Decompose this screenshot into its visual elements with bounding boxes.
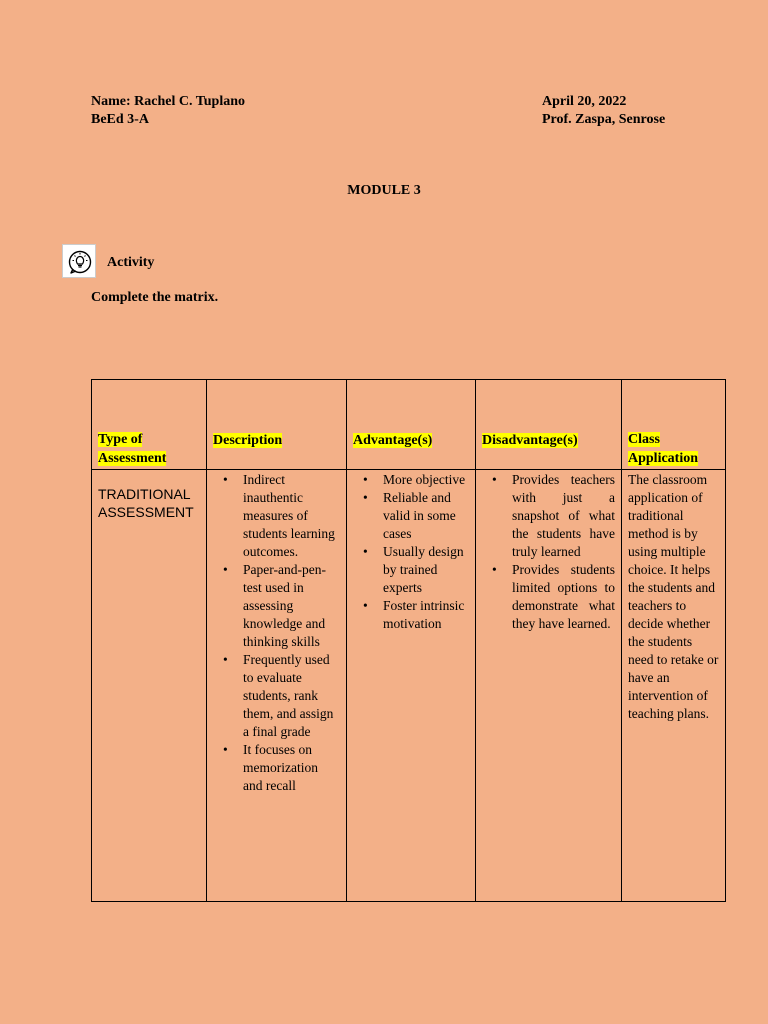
cell-advantages xyxy=(347,470,476,902)
matrix-row-traditional xyxy=(92,470,726,902)
cell-disadvantages xyxy=(476,470,622,902)
activity-instructions: Complete the matrix. xyxy=(91,290,219,305)
header-type-of-assessment: Type of Assessment xyxy=(92,380,207,470)
advantage-item: • Foster intrinsic motivation xyxy=(363,597,469,633)
professor-name: Prof. Zaspa, Senrose xyxy=(542,112,666,127)
description-item: • Paper-and-pen-test used in assessing knowledge and thinking skills xyxy=(223,561,340,651)
student-name: Name: Rachel C. Tuplano xyxy=(91,94,246,109)
header-description: Description xyxy=(207,380,347,470)
module-title: MODULE 3 xyxy=(347,183,421,198)
matrix-header-row xyxy=(92,380,726,470)
advantage-item: • Reliable and valid in some cases xyxy=(363,489,469,543)
disadvantage-item: • Provides teachers with just a snapshot of what the students have truly learned xyxy=(492,471,615,561)
student-section: BeEd 3-A xyxy=(91,112,149,127)
cell-description xyxy=(207,470,347,902)
cell-class-application: The classroom application of traditional method is by using multiple choice. It helps the students and teachers to decide whether the students need to retake or have an intervention of teaching plans. xyxy=(622,470,726,902)
disadvantage-item: • Provides students limited options to demonstrate what they have learned. xyxy=(492,561,615,633)
cell-assessment-type: TRADITIONAL ASSESSMENT xyxy=(92,470,207,902)
description-item: • Indirect inauthentic measures of students learning outcomes. xyxy=(223,471,340,561)
assessment-matrix xyxy=(91,379,726,902)
description-item: • It focuses on memorization and recall xyxy=(223,741,340,795)
lightbulb-icon xyxy=(62,244,96,278)
header-class-application: Class Application xyxy=(622,380,726,470)
activity-label: Activity xyxy=(107,255,155,270)
description-item: • Frequently used to evaluate students, rank them, and assign a final grade xyxy=(223,651,340,741)
advantage-item: • Usually design by trained experts xyxy=(363,543,469,597)
submission-date: April 20, 2022 xyxy=(542,94,627,109)
header-advantages: Advantage(s) xyxy=(347,380,476,470)
header-disadvantages: Disadvantage(s) xyxy=(476,380,622,470)
advantage-item: • More objective xyxy=(363,471,469,489)
